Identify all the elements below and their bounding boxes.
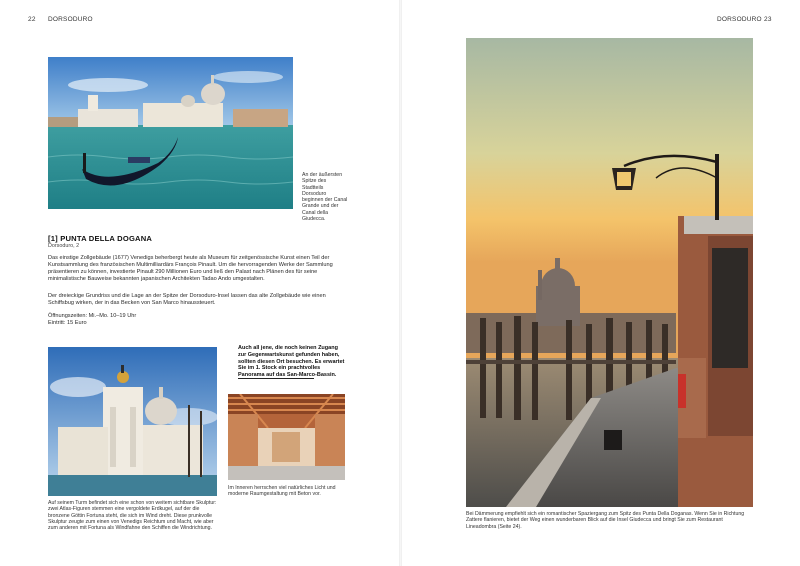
book-gutter (399, 0, 402, 566)
opening-hours: Öffnungszeiten: Mi.–Mo. 10–19 Uhr (48, 313, 137, 319)
article-title: [1] PUNTA DELLA DOGANA (48, 234, 153, 243)
tip-underline (238, 378, 314, 379)
gondola-photo (48, 57, 293, 209)
left-section-title: DORSODURO (48, 16, 93, 23)
sunset-photo (466, 38, 753, 507)
interior-photo (228, 394, 345, 480)
article-paragraph-1: Das einstige Zollgebäude (1677) Venedigs beherbergt heute als Museum für zeitgenössische Kunst einen Teil der Kunstsammlung des französischen Multimilliardärs François Pinault. Um die hervorragenden Werke der Sammlung präsentieren zu können, investierte Pinault 290 Millionen Euro und ließ den Palast nach Plänen des für seine minimalistische Bauweise bekannten japanischen Architekten Tadao Ando umgestalten. (48, 255, 333, 282)
gondola-caption: An der äußersten Spitze des Stadtteils Dorsoduro beginnen der Canal Grande und der Canal della Giudecca. (302, 172, 348, 223)
dogana-caption: Auf seinem Turm befindet sich eine schon von weitem sichtbare Skulptur: zwei Atlas-Figuren stemmen eine vergoldete Erdkugel, auf der die bronzene Göttin Fortuna steht, die sich im Wind dreht. Diese prunkvolle Skulptur zeugte zum einen von Venedigs Reichtum und Macht, wie aber zum anderen mit Fortuna als Windfahne den Schiffen die Windrichtung. (48, 500, 217, 532)
admission-price: Eintritt: 15 Euro (48, 320, 87, 326)
dogana-photo (48, 347, 217, 496)
interior-caption: Im Inneren herrschen viel natürliches Licht und moderne Raumgestaltung mit Beton vor. (228, 485, 336, 498)
tip-box: Auch all jene, die noch keinen Zugang zur Gegenwartskunst gefunden haben, sollten diesen Ort besuchen. Es erwartet Sie im 1. Stock ein prachtvolles Panorama auf das San-Marco-Bassin. (238, 345, 345, 379)
left-page-number: 22 (28, 16, 36, 23)
article-address: Dorsoduro, 2 (48, 243, 80, 249)
article-paragraph-2: Der dreieckige Grundriss und die Lage an der Spitze der Dorsoduro-Insel lassen das alte Zollgebäude wie einen Schiffsbug wirken, der in das Becken von San Marco hinaussteuert. (48, 293, 326, 306)
right-page-number: 23 (764, 16, 772, 23)
sunset-caption: Bei Dämmerung empfiehlt sich ein romantischer Spaziergang zum Spitz des Punta Della Doganas. Wenn Sie in Richtung Zattere flanieren, bietet der Weg einen wunderbaren Blick auf die Insel Giudecca und bringt Sie zum Restaurant Lineadombra (Seite 24). (466, 511, 745, 530)
right-section-title: DORSODURO (717, 16, 762, 23)
